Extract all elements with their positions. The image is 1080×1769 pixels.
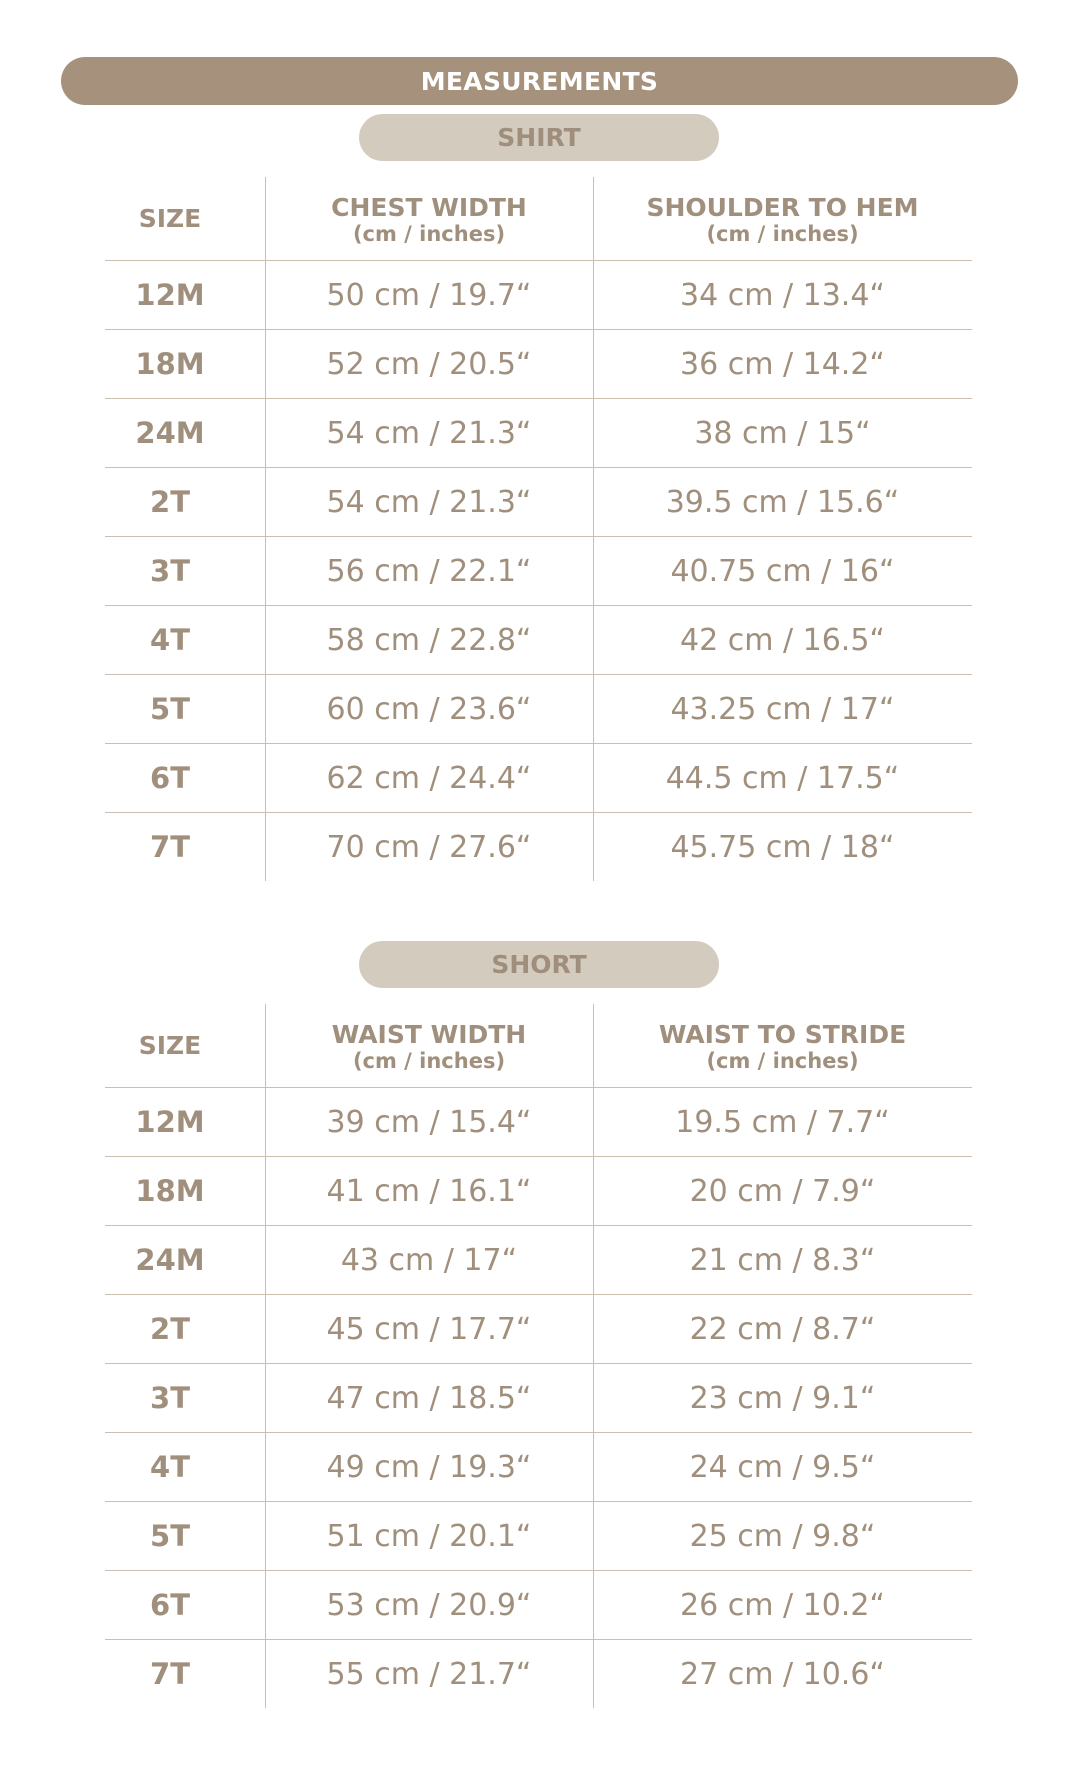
size-cell: 24M bbox=[135, 416, 205, 450]
measurement-cell: 51 cm / 20.1“ bbox=[326, 1518, 532, 1554]
table-row bbox=[105, 813, 972, 881]
measurement-cell: 47 cm / 18.5“ bbox=[326, 1380, 532, 1416]
shirt-header-unit: (cm / inches) bbox=[706, 221, 859, 246]
measurement-cell: 41 cm / 16.1“ bbox=[326, 1173, 532, 1209]
table-row bbox=[105, 537, 972, 606]
size-cell: 6T bbox=[150, 761, 190, 795]
shirt-header-cell bbox=[105, 177, 235, 260]
measurement-cell: 53 cm / 20.9“ bbox=[326, 1587, 532, 1623]
table-row bbox=[105, 261, 972, 330]
measurement-cell: 40.75 cm / 16“ bbox=[670, 553, 895, 589]
short-section-label: SHORT bbox=[359, 941, 719, 988]
short-header-cell bbox=[593, 1004, 972, 1087]
short-table-header bbox=[105, 1004, 972, 1088]
measurement-cell: 44.5 cm / 17.5“ bbox=[665, 760, 900, 796]
short-header-title: WAIST TO STRIDE bbox=[658, 1019, 907, 1049]
measurement-cell: 45 cm / 17.7“ bbox=[326, 1311, 532, 1347]
shirt-header-unit: (cm / inches) bbox=[352, 221, 506, 246]
short-header-unit: (cm / inches) bbox=[352, 1048, 506, 1073]
shirt-section-label: SHIRT bbox=[359, 114, 719, 161]
measurement-cell: 27 cm / 10.6“ bbox=[680, 1656, 885, 1692]
measurement-cell: 25 cm / 9.8“ bbox=[689, 1518, 876, 1554]
table-row bbox=[105, 1502, 972, 1571]
measurement-cell: 24 cm / 9.5“ bbox=[689, 1449, 876, 1485]
measurement-cell: 36 cm / 14.2“ bbox=[680, 346, 885, 382]
shirt-header-cell bbox=[265, 177, 593, 260]
table-row bbox=[105, 1571, 972, 1640]
size-cell: 18M bbox=[135, 347, 205, 381]
shirt-header-title: CHEST WIDTH bbox=[331, 192, 527, 222]
size-cell: 5T bbox=[150, 1519, 190, 1553]
column-divider bbox=[265, 1004, 266, 1708]
measurement-cell: 54 cm / 21.3“ bbox=[326, 484, 532, 520]
table-row bbox=[105, 744, 972, 813]
table-row bbox=[105, 1640, 972, 1708]
measurement-cell: 58 cm / 22.8“ bbox=[326, 622, 532, 658]
measurement-cell: 39 cm / 15.4“ bbox=[326, 1104, 532, 1140]
table-row bbox=[105, 1088, 972, 1157]
size-cell: 12M bbox=[135, 1105, 205, 1139]
measurement-cell: 39.5 cm / 15.6“ bbox=[665, 484, 900, 520]
measurement-cell: 20 cm / 7.9“ bbox=[689, 1173, 876, 1209]
short-header-title: WAIST WIDTH bbox=[331, 1019, 527, 1049]
size-cell: 4T bbox=[150, 1450, 190, 1484]
measurement-cell: 26 cm / 10.2“ bbox=[680, 1587, 885, 1623]
measurement-cell: 52 cm / 20.5“ bbox=[326, 346, 532, 382]
size-cell: 5T bbox=[150, 692, 190, 726]
short-header-cell bbox=[105, 1004, 235, 1087]
size-cell: 6T bbox=[150, 1588, 190, 1622]
shirt-header-cell bbox=[593, 177, 972, 260]
measurement-cell: 43.25 cm / 17“ bbox=[670, 691, 895, 727]
table-row bbox=[105, 399, 972, 468]
column-divider bbox=[593, 177, 594, 881]
shirt-size-table bbox=[105, 177, 972, 869]
measurement-cell: 55 cm / 21.7“ bbox=[326, 1656, 532, 1692]
size-cell: 4T bbox=[150, 623, 190, 657]
size-cell: 3T bbox=[150, 554, 190, 588]
measurement-cell: 42 cm / 16.5“ bbox=[680, 622, 885, 658]
table-row bbox=[105, 675, 972, 744]
short-header-title: SIZE bbox=[138, 1031, 202, 1060]
size-cell: 3T bbox=[150, 1381, 190, 1415]
table-row bbox=[105, 330, 972, 399]
short-header-cell bbox=[265, 1004, 593, 1087]
measurement-cell: 49 cm / 19.3“ bbox=[326, 1449, 532, 1485]
shirt-header-title: SIZE bbox=[138, 204, 202, 233]
measurement-cell: 19.5 cm / 7.7“ bbox=[675, 1104, 890, 1140]
column-divider bbox=[593, 1004, 594, 1708]
measurement-cell: 34 cm / 13.4“ bbox=[680, 277, 885, 313]
measurement-cell: 50 cm / 19.7“ bbox=[326, 277, 532, 313]
table-row bbox=[105, 1226, 972, 1295]
measurement-cell: 23 cm / 9.1“ bbox=[689, 1380, 876, 1416]
shirt-table-header bbox=[105, 177, 972, 261]
measurement-cell: 56 cm / 22.1“ bbox=[326, 553, 532, 589]
table-row bbox=[105, 1295, 972, 1364]
table-row bbox=[105, 1364, 972, 1433]
size-cell: 18M bbox=[135, 1174, 205, 1208]
table-row bbox=[105, 468, 972, 537]
table-row bbox=[105, 1157, 972, 1226]
measurement-cell: 43 cm / 17“ bbox=[340, 1242, 518, 1278]
measurements-banner: MEASUREMENTS bbox=[61, 57, 1018, 105]
measurement-cell: 21 cm / 8.3“ bbox=[689, 1242, 876, 1278]
table-row bbox=[105, 606, 972, 675]
short-size-table bbox=[105, 1004, 972, 1696]
size-cell: 7T bbox=[150, 830, 190, 864]
measurement-cell: 70 cm / 27.6“ bbox=[326, 829, 532, 865]
measurement-cell: 54 cm / 21.3“ bbox=[326, 415, 532, 451]
measurement-cell: 38 cm / 15“ bbox=[694, 415, 871, 451]
size-cell: 12M bbox=[135, 278, 205, 312]
column-divider bbox=[265, 177, 266, 881]
short-header-unit: (cm / inches) bbox=[706, 1048, 859, 1073]
measurement-cell: 62 cm / 24.4“ bbox=[326, 760, 532, 796]
measurement-cell: 22 cm / 8.7“ bbox=[689, 1311, 876, 1347]
size-cell: 2T bbox=[150, 485, 190, 519]
size-cell: 24M bbox=[135, 1243, 205, 1277]
size-cell: 7T bbox=[150, 1657, 190, 1691]
table-row bbox=[105, 1433, 972, 1502]
shirt-header-title: SHOULDER TO HEM bbox=[646, 192, 919, 222]
measurement-cell: 60 cm / 23.6“ bbox=[326, 691, 532, 727]
measurement-cell: 45.75 cm / 18“ bbox=[670, 829, 895, 865]
size-cell: 2T bbox=[150, 1312, 190, 1346]
